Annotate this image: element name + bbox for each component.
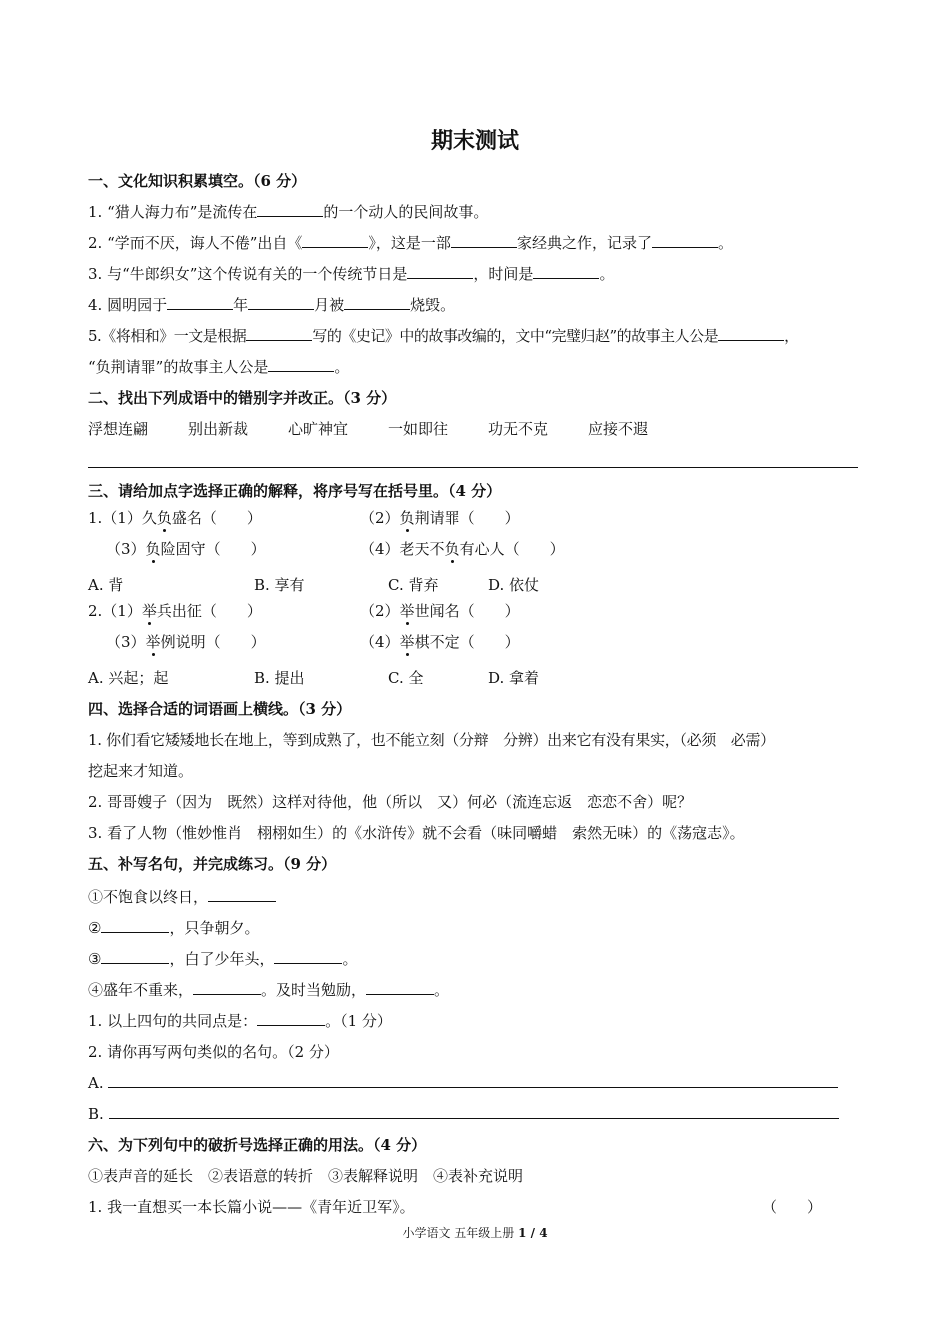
s5-answer-a: A.	[88, 1073, 838, 1093]
s3-g2-item-2: （2）举世闻名（ ）	[360, 602, 520, 620]
answer-blank[interactable]	[274, 949, 342, 964]
answer-paren[interactable]: （ ）	[762, 1198, 823, 1216]
s1-question-2: 2. “学而不厌，诲人不倦”出自《 》，这是一部 家经典之作，记录了 。	[88, 234, 733, 252]
footer-label: 小学语文 五年级上册	[402, 1226, 515, 1240]
answer-blank[interactable]	[451, 233, 517, 248]
answer-line[interactable]	[88, 467, 858, 468]
answer-blank[interactable]	[257, 1011, 325, 1026]
answer-blank[interactable]	[533, 264, 599, 279]
s3-g1-item-2: （2）负荆请罪（ ）	[360, 509, 520, 527]
answer-line[interactable]	[108, 1073, 838, 1088]
s5-line-2: ② ，只争朝夕。	[88, 919, 260, 937]
s5-line-3: ③ ，白了少年头， 。	[88, 950, 358, 968]
page-title: 期末测试	[430, 128, 519, 154]
option: C. 全	[388, 669, 424, 687]
option: D. 拿着	[488, 669, 540, 687]
answer-blank[interactable]	[101, 949, 169, 964]
answer-blank[interactable]	[208, 887, 276, 902]
option: A. 背	[88, 576, 124, 594]
section-3-heading: 三、请给加点字选择正确的解释，将序号写在括号里。（4 分）	[88, 482, 502, 500]
answer-blank[interactable]	[246, 326, 312, 341]
page-number: 1 / 4	[518, 1226, 548, 1240]
s6-options: ①表声音的延长 ②表语意的转折 ③表解释说明 ④表补充说明	[88, 1167, 524, 1185]
option: A. 兴起；起	[88, 669, 169, 687]
idiom: 应接不遐	[588, 420, 649, 438]
idiom: 一如即往	[388, 420, 449, 438]
answer-blank[interactable]	[101, 918, 169, 933]
idiom: 心旷神宜	[288, 420, 349, 438]
answer-blank[interactable]	[167, 295, 233, 310]
s3-g1-item-3: （3）负险固守（ ）	[106, 540, 266, 558]
option: B. 提出	[254, 669, 305, 687]
s1-question-5-cont: “负荆请罪”的故事主人公是 。	[88, 358, 350, 376]
section-1-heading: 一、文化知识积累填空。（6 分）	[88, 172, 307, 190]
s5-line-1: ①不饱食以终日，	[88, 887, 276, 907]
page-footer	[0, 1225, 950, 1241]
option: D. 依仗	[488, 576, 540, 594]
s1-question-3: 3. 与“牛郎织女”这个传说有关的一个传统节日是 ，时间是 。	[88, 265, 615, 283]
s1-question-1: 1. “猎人海力布”是流传在 的一个动人的民间故事。	[88, 203, 489, 221]
answer-blank[interactable]	[302, 233, 368, 248]
s5-question-1: 1. 以上四句的共同点是： 。（1 分）	[88, 1012, 392, 1030]
answer-blank[interactable]	[257, 202, 323, 217]
s4-question-1-cont: 挖起来才知道。	[88, 762, 194, 780]
answer-blank[interactable]	[193, 980, 261, 995]
s3-g1-item-4: （4）老天不负有心人（ ）	[360, 540, 565, 558]
section-4-heading: 四、选择合适的词语画上横线。（3 分）	[88, 700, 352, 718]
answer-line[interactable]	[109, 1104, 839, 1119]
idiom: 浮想连翩	[88, 420, 149, 438]
idiom: 别出新裁	[188, 420, 249, 438]
answer-blank[interactable]	[268, 357, 334, 372]
answer-blank[interactable]	[652, 233, 718, 248]
s4-question-3: 3. 看了人物（惟妙惟肖 栩栩如生）的《水浒传》就不会看（味同嚼蜡 索然无味）的《荡寇志》。	[88, 824, 745, 842]
section-5-heading: 五、补写名句，并完成练习。（9 分）	[88, 855, 337, 873]
s1-question-5: 5.《将相和》一文是根据 写的《史记》中的故事改编的，文中“完璧归赵”的故事主人公是 ，	[88, 327, 799, 345]
section-6-heading: 六、为下列句中的破折号选择正确的用法。（4 分）	[88, 1136, 427, 1154]
s3-g2-item-1: 2.（1）举兵出征（ ）	[88, 602, 262, 620]
answer-blank[interactable]	[248, 295, 314, 310]
answer-blank[interactable]	[344, 295, 410, 310]
s3-g2-item-4: （4）举棋不定（ ）	[360, 633, 520, 651]
s3-g2-item-3: （3）举例说明（ ）	[106, 633, 266, 651]
option: C. 背弃	[388, 576, 439, 594]
s5-question-2: 2. 请你再写两句类似的名句。（2 分）	[88, 1043, 339, 1061]
option: B. 享有	[254, 576, 305, 594]
answer-blank[interactable]	[407, 264, 473, 279]
answer-blank[interactable]	[366, 980, 434, 995]
s1-question-4: 4. 圆明园于 年 月被 烧毁。	[88, 296, 456, 314]
s5-answer-b: B.	[88, 1104, 839, 1124]
idiom: 功无不克	[488, 420, 549, 438]
s4-question-2: 2. 哥哥嫂子（因为 既然）这样对待他，他（所以 又）何必（流连忘返 恋恋不舍）呢？	[88, 793, 693, 811]
s6-question-1: 1. 我一直想买一本长篇小说——《青年近卫军》。	[88, 1198, 415, 1216]
s3-g1-item-1: 1.（1）久负盛名（ ）	[88, 509, 262, 527]
s4-question-1: 1. 你们看它矮矮地长在地上，等到成熟了，也不能立刻（分辩 分辨）出来它有没有果实，（必须 必需）	[88, 731, 775, 749]
answer-blank[interactable]	[718, 326, 784, 341]
s5-line-4: ④盛年不重来， 。及时当勉励， 。	[88, 981, 450, 999]
section-2-heading: 二、找出下列成语中的错别字并改正。（3 分）	[88, 389, 397, 407]
